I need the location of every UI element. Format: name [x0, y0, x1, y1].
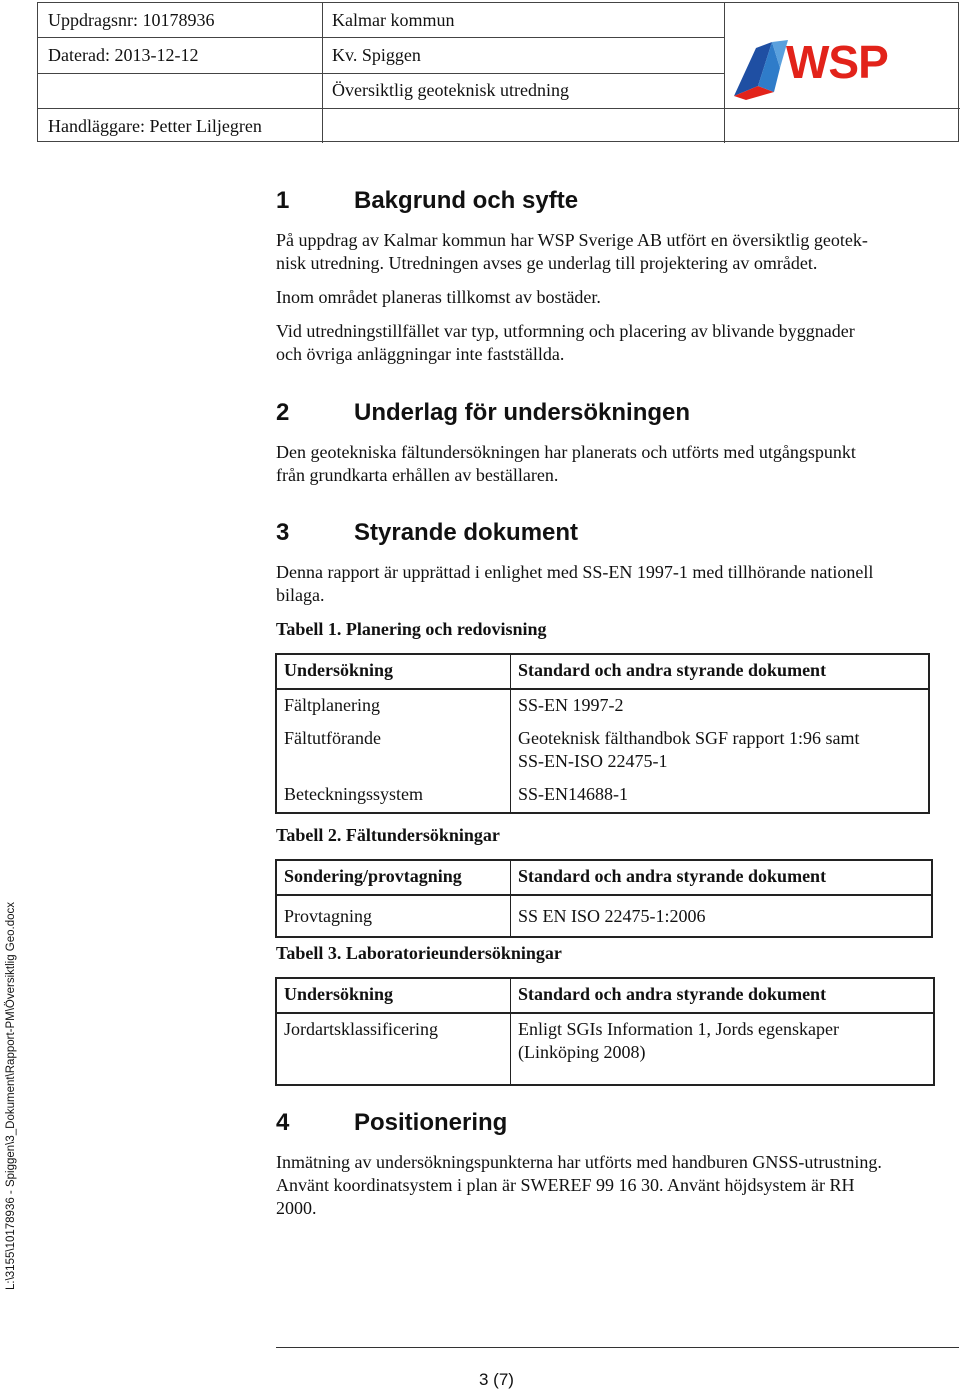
table-cell: Provtagning	[276, 895, 511, 937]
header-divider	[38, 37, 724, 38]
file-path-text: L:\3155\10178936 - Spiggen\3_Dokument\Rapport-PM\Översiktlig Geo.docx	[5, 901, 17, 1290]
header-divider	[38, 73, 724, 74]
table-caption: Tabell 2. Fältundersökningar	[276, 825, 500, 845]
table-row	[276, 723, 929, 779]
wsp-logo-graphic	[728, 34, 924, 104]
table-cell-line: SS-EN-ISO 22475-1	[518, 751, 668, 771]
paragraph-line: Denna rapport är upprättad i enlighet med SS-EN 1997-1 med tillhörande nationell	[276, 562, 874, 582]
standards-table	[275, 653, 930, 814]
handler-field: Handläggare: Petter Liljegren	[48, 116, 262, 136]
table-cell: SS EN ISO 22475-1:2006	[518, 906, 706, 926]
section-heading	[276, 399, 690, 427]
header-divider	[322, 3, 323, 143]
header-divider	[724, 3, 725, 143]
footer-divider	[276, 1347, 959, 1348]
table-header-row	[276, 978, 934, 1013]
paragraph-line: På uppdrag av Kalmar kommun har WSP Sverige AB utfört en översiktlig geotek-	[276, 230, 868, 250]
wsp-logo-text: WSP	[786, 36, 888, 88]
paragraph-line: och övriga anläggningar inte fastställda.	[276, 344, 565, 364]
table-cell-line: (Linköping 2008)	[518, 1042, 646, 1062]
assignment-number: Uppdragsnr: 10178936	[48, 10, 215, 30]
date-field: Daterad: 2013-12-12	[48, 45, 199, 65]
paragraph-line: 2000.	[276, 1198, 317, 1218]
table-cell: Fältutförande	[276, 723, 511, 779]
client-name: Kalmar kommun	[332, 10, 455, 30]
paragraph-line: nisk utredning. Utredningen avses ge underlag till projektering av området.	[276, 253, 818, 273]
section-heading	[276, 519, 578, 547]
header-divider	[38, 108, 724, 109]
table-header-row	[276, 860, 932, 895]
table-header-cell: Standard och andra styrande dokument	[511, 978, 935, 1013]
table-header-cell: Standard och andra styrande dokument	[511, 654, 930, 689]
paragraph-line: bilaga.	[276, 585, 325, 605]
paragraph-line: Inmätning av undersökningspunkterna har utförts med handburen GNSS-utrustning.	[276, 1152, 882, 1172]
field-investigations-table	[275, 859, 933, 938]
table-cell: SS-EN 1997-2	[518, 695, 624, 715]
section-title: Bakgrund och syfte	[354, 187, 579, 214]
table-row	[276, 689, 929, 723]
paragraph-line: från grundkarta erhållen av beställaren.	[276, 465, 559, 485]
table-cell: SS-EN14688-1	[518, 784, 629, 804]
table-row	[276, 895, 932, 937]
section-title: Styrande dokument	[354, 519, 579, 546]
table-caption: Tabell 1. Planering och redovisning	[276, 619, 547, 639]
table-caption: Tabell 3. Laboratorieundersökningar	[276, 943, 562, 963]
section-number: 4	[276, 1109, 290, 1136]
table-cell	[511, 723, 930, 779]
paragraph-line: Vid utredningstillfället var typ, utformning och placering av blivande byggnader	[276, 321, 855, 341]
side-file-path	[0, 0, 22, 1394]
page-number: 3 (7)	[479, 1370, 514, 1389]
area-name: Kv. Spiggen	[332, 45, 421, 65]
paragraph-line: Använt koordinatsystem i plan är SWEREF 99 16 30. Använt höjdsystem är RH	[276, 1175, 855, 1195]
table-header-cell: Undersökning	[276, 654, 511, 689]
section-title: Underlag för undersökningen	[354, 399, 691, 426]
section-title: Positionering	[354, 1109, 508, 1136]
table-header-row	[276, 654, 929, 689]
section-heading	[276, 1109, 507, 1137]
wsp-logo	[728, 34, 924, 109]
table-row	[276, 779, 929, 813]
section-number: 1	[276, 187, 290, 214]
table-header-cell: Standard och andra styrande dokument	[511, 860, 933, 895]
paragraph-line: Den geotekniska fältundersökningen har planerats och utförts med utgångspunkt	[276, 442, 856, 462]
table-row	[276, 1013, 934, 1085]
section-number: 3	[276, 519, 290, 546]
table-cell: Jordartsklassificering	[276, 1013, 511, 1085]
table-cell-line: Enligt SGIs Information 1, Jords egenskaper	[518, 1019, 839, 1039]
paragraph-line: Inom området planeras tillkomst av bostäder.	[276, 287, 601, 307]
laboratory-table	[275, 977, 935, 1086]
section-heading	[276, 187, 578, 215]
table-header-cell: Undersökning	[276, 978, 511, 1013]
table-cell	[511, 1013, 935, 1085]
report-title: Översiktlig geoteknisk utredning	[332, 80, 569, 100]
section-number: 2	[276, 399, 290, 426]
table-header-cell: Sondering/provtagning	[276, 860, 511, 895]
table-cell: Beteckningssystem	[276, 779, 511, 813]
table-cell: Fältplanering	[276, 689, 511, 723]
table-cell-line: Geoteknisk fälthandbok SGF rapport 1:96 samt	[518, 728, 860, 748]
